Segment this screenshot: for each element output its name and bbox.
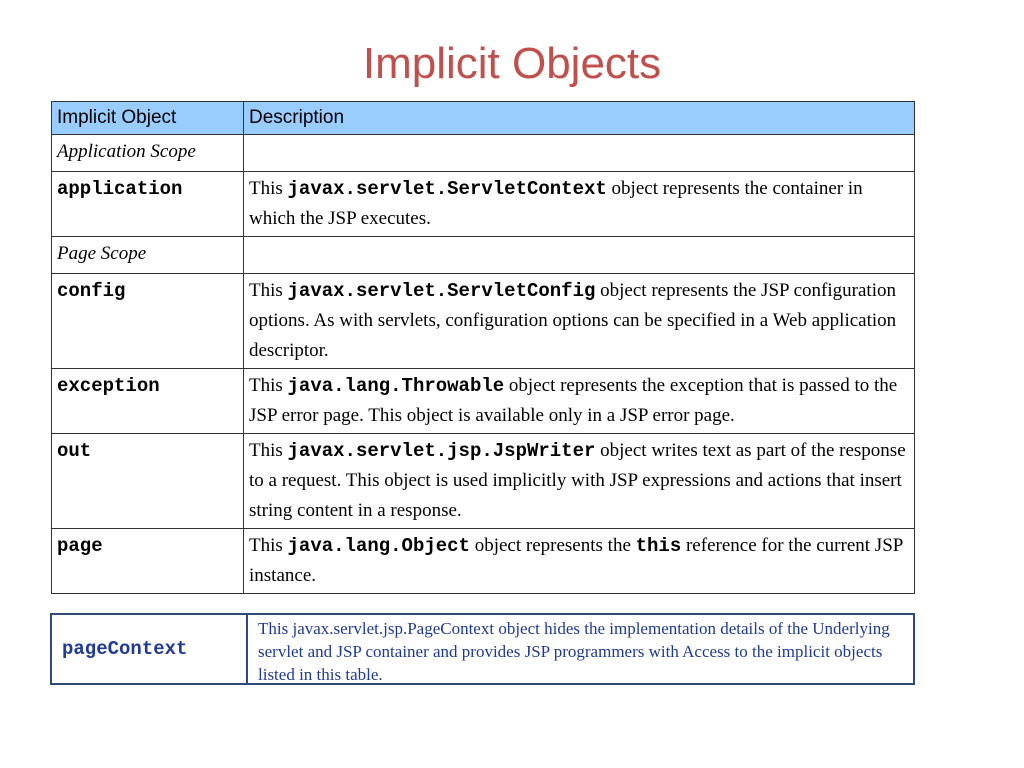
- description-text: This: [249, 178, 288, 199]
- class-name: javax.servlet.jsp.JspWriter: [287, 440, 596, 462]
- implicit-objects-table: [51, 101, 915, 594]
- table-row: [52, 274, 915, 369]
- page-context-description: This javax.servlet.jsp.PageContext object hides the implementation details of the Underlying servlet and JSP container and provides JSP programmers with Access to the implicit objects listed in this table.: [258, 619, 890, 684]
- table-row: [52, 434, 915, 529]
- column-header-implicit-object: Implicit Object: [52, 102, 244, 135]
- object-name: application: [57, 178, 183, 200]
- description-text: object represents the container in which the JSP executes.: [249, 178, 863, 229]
- scope-row-page: [52, 237, 915, 274]
- column-header-description: Description: [244, 102, 915, 135]
- scope-empty-cell: [244, 237, 915, 274]
- table-row: [52, 172, 915, 237]
- object-name: out: [57, 440, 92, 462]
- scope-label-page: Page Scope: [52, 237, 244, 274]
- object-name: config: [57, 280, 126, 302]
- table-row: [52, 529, 915, 594]
- description-text: object represents the: [469, 535, 636, 556]
- class-name: javax.servlet.ServletConfig: [287, 280, 596, 302]
- object-description: [244, 434, 915, 529]
- description-text: This: [249, 375, 288, 396]
- description-text: reference for the current JSP instance.: [249, 535, 903, 586]
- page-context-name: pageContext: [52, 615, 248, 683]
- object-name: exception: [57, 375, 160, 397]
- description-text: This: [249, 280, 288, 301]
- table-header-row: [52, 102, 915, 135]
- scope-row-application: [52, 135, 915, 172]
- slide-title: Implicit Objects: [362, 39, 662, 88]
- object-description: [244, 274, 915, 369]
- scope-empty-cell: [244, 135, 915, 172]
- description-text: This: [249, 535, 288, 556]
- this-keyword: this: [635, 535, 682, 557]
- description-text: object represents the exception that is passed to the JSP error page. This object is available only in a JSP error page.: [249, 375, 898, 426]
- object-description: [244, 172, 915, 237]
- description-text: object writes text as part of the response to a request. This object is used implicitly with JSP expressions and actions that insert string content in a response.: [249, 440, 906, 521]
- page-context-row: [50, 613, 915, 685]
- object-description: [244, 529, 915, 594]
- table-row: [52, 369, 915, 434]
- object-description: [244, 369, 915, 434]
- class-name: java.lang.Throwable: [287, 375, 505, 397]
- description-text: This: [249, 440, 288, 461]
- description-text: object represents the JSP configuration options. As with servlets, configuration options can be specified in a Web application descriptor.: [249, 280, 897, 361]
- object-name: page: [57, 535, 103, 557]
- scope-label-application: Application Scope: [52, 135, 244, 172]
- class-name: javax.servlet.ServletContext: [287, 178, 607, 200]
- class-name: java.lang.Object: [287, 535, 470, 557]
